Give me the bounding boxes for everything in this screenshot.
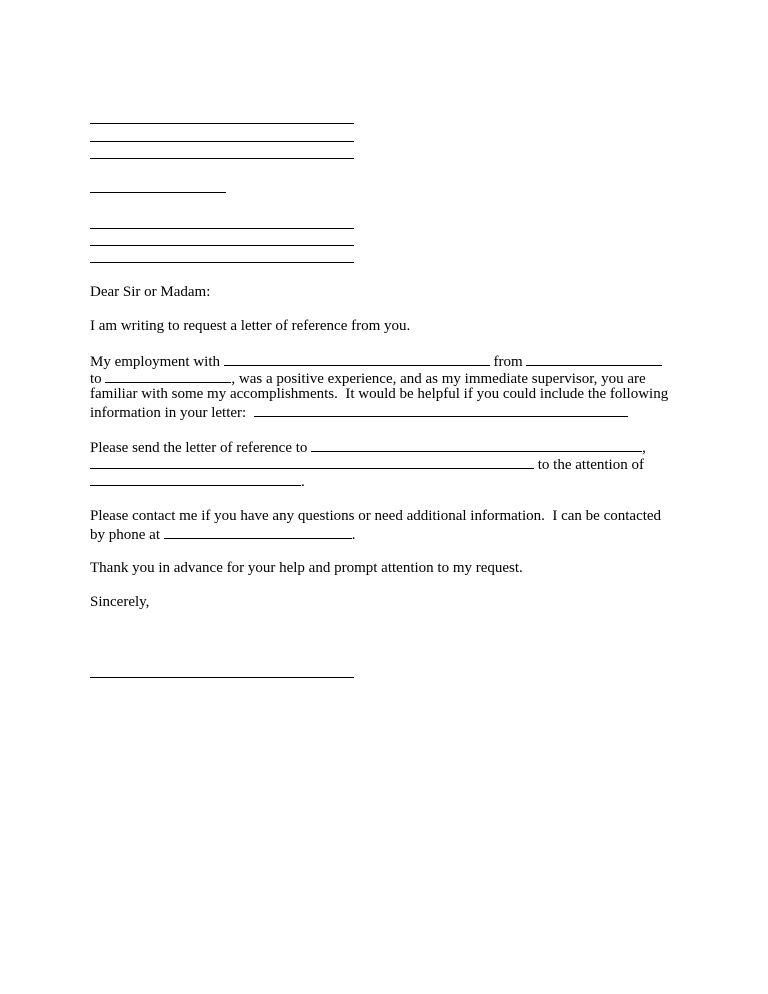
- send-to-text-d: .: [301, 474, 305, 490]
- employer-blank[interactable]: [224, 352, 490, 366]
- employment-text-d: , was a positive experience, and as my immediate supervisor, you are: [231, 371, 646, 387]
- send-to-text-a: Please send the letter of reference to: [90, 440, 312, 456]
- end-date-blank[interactable]: [105, 369, 231, 383]
- sender-address-line-2[interactable]: [90, 141, 354, 142]
- closing: Sincerely,: [90, 594, 150, 610]
- employment-text-a: My employment with: [90, 354, 224, 370]
- recipient-address-line-2[interactable]: [90, 245, 354, 246]
- send-to-text-b: ,: [642, 440, 646, 456]
- employment-text-b: from: [489, 354, 527, 370]
- date-line[interactable]: [90, 192, 226, 193]
- contact-text-a: by phone at: [90, 527, 164, 543]
- recipient-address-line-3[interactable]: [90, 262, 354, 263]
- employment-line-4: [90, 403, 628, 423]
- salutation: Dear Sir or Madam:: [90, 284, 211, 300]
- thanks-paragraph: Thank you in advance for your help and prompt attention to my request.: [90, 560, 523, 576]
- send-to-text-c: to the attention of: [534, 457, 644, 473]
- attention-blank[interactable]: [90, 472, 301, 486]
- info-to-include-blank[interactable]: [254, 403, 628, 417]
- employment-text-e: information in your letter:: [90, 405, 254, 421]
- sender-address-line-1[interactable]: [90, 123, 354, 124]
- start-date-blank[interactable]: [526, 352, 662, 366]
- contact-line-1: Please contact me if you have any questions or need additional information. I can be contacted: [90, 508, 662, 524]
- contact-line-2: [90, 525, 355, 545]
- sender-address-line-3[interactable]: [90, 158, 354, 159]
- send-to-blank[interactable]: [311, 438, 642, 452]
- phone-blank[interactable]: [164, 525, 352, 539]
- send-address-blank[interactable]: [90, 455, 534, 469]
- employment-text-c: to: [90, 371, 106, 387]
- signature-line[interactable]: [90, 677, 354, 678]
- employment-line-3: familiar with some my accomplishments. It would be helpful if you could include the following: [90, 386, 669, 402]
- intro-paragraph: I am writing to request a letter of reference from you.: [90, 318, 411, 334]
- recipient-address-line-1[interactable]: [90, 228, 354, 229]
- send-to-line-3: [90, 472, 305, 492]
- contact-text-b: .: [351, 527, 356, 543]
